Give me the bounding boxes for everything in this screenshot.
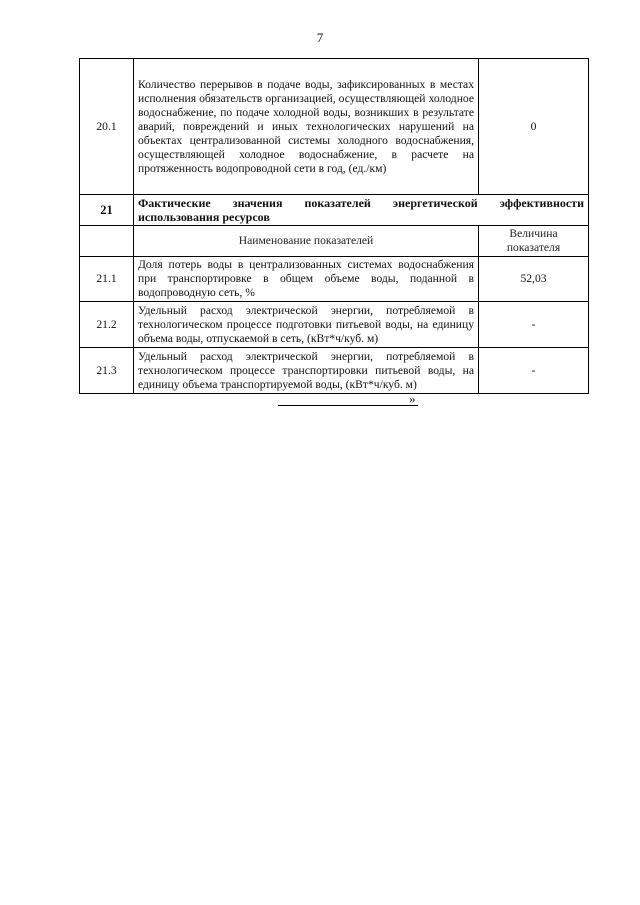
row-number: 21.1 [80,257,134,302]
indicator-value: 52,03 [479,257,589,302]
table-row [80,302,589,348]
row-number: 21.2 [80,302,134,348]
section-row [80,195,589,226]
section-number: 21 [80,195,134,226]
indicator-value: - [479,302,589,348]
table-row [80,59,589,195]
table-row [80,257,589,302]
indicator-value: 0 [479,59,589,195]
column-header-name: Наименование показателей [134,226,479,257]
indicators-table [79,58,589,394]
indicator-value: - [479,348,589,394]
column-header-value: Величина показателя [479,226,589,257]
table-row [80,348,589,394]
row-number: 20.1 [80,59,134,195]
indicator-description: Количество перерывов в подаче воды, зафиксированных в местах исполнения обязательств организацией, осуществляющей холодное водоснабжение, по подаче холодной воды, возникших в результате аварий, повреждений и иных технологических нарушений на объектах централизованной системы холодного водоснабжения, осуществляющей холодное водоснабжение, в расчете на протяженность водопроводной сети в год, (ед./км) [134,59,479,195]
page-number: 7 [316,30,324,45]
header-empty-cell [80,226,134,257]
indicator-description: Удельный расход электрической энергии, потребляемой в технологическом процессе подготовки питьевой воды, на единицу объема воды, отпускаемой в сеть, (кВт*ч/куб. м) [134,302,479,348]
closing-line [278,394,418,406]
closing-quote-mark: » [409,391,416,406]
row-number: 21.3 [80,348,134,394]
section-title: Фактические значения показателей энергетической эффективности использования ресурсов [134,195,589,226]
indicator-description: Доля потерь воды в централизованных системах водоснабжения при транспортировке в общем объеме воды, поданной в водопроводную сеть, % [134,257,479,302]
table-header-row [80,226,589,257]
indicator-description: Удельный расход электрической энергии, потребляемой в технологическом процессе транспортировки питьевой воды, на единицу объема транспортируемой воды, (кВт*ч/куб. м) [134,348,479,394]
